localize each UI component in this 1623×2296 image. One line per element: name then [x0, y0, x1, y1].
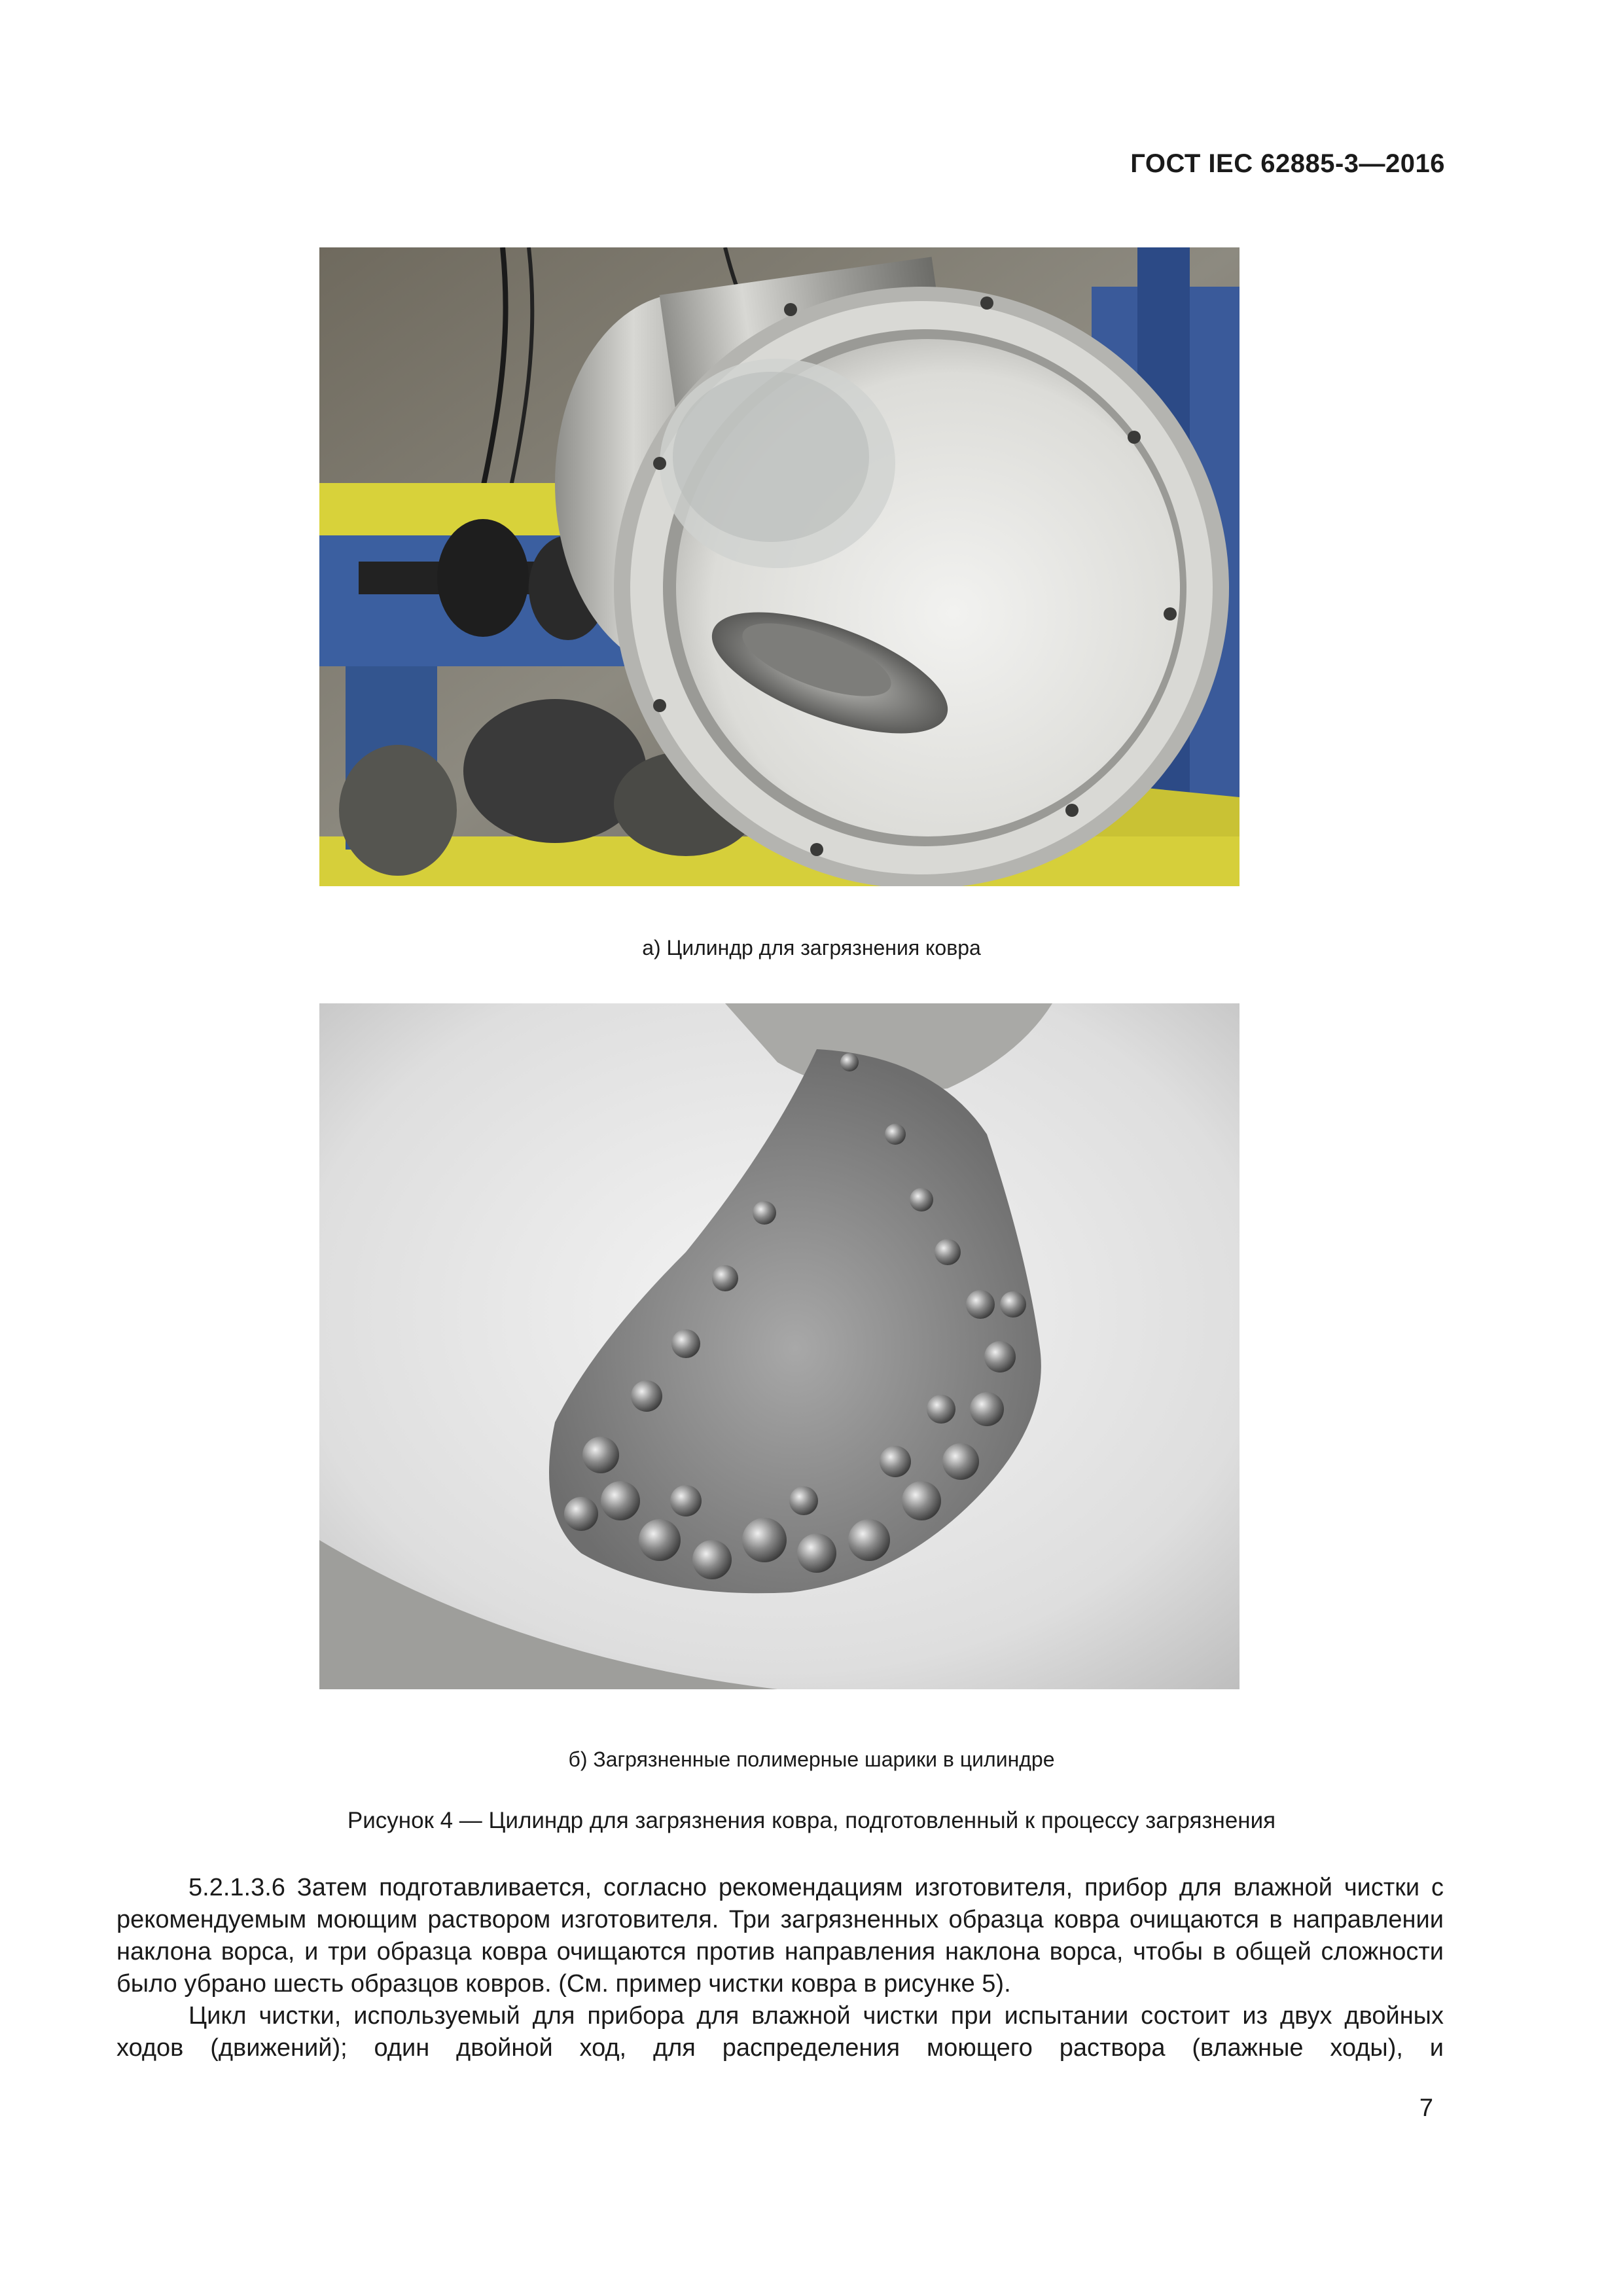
figure-title: Рисунок 4 — Цилиндр для загрязнения ковра, подготовленный к процессу загрязнения [347, 1808, 1276, 1833]
photo-soiled-polymer-balls [319, 1003, 1240, 1689]
caption-photo-a: а) Цилиндр для загрязнения ковра [642, 936, 981, 960]
standard-code-header: ГОСТ IEC 62885-3—2016 [1130, 149, 1445, 178]
photo-soiling-cylinder [319, 247, 1240, 886]
page-number: 7 [1419, 2094, 1433, 2122]
paragraph-1: 5.2.1.3.6 Затем подготавливается, согласно рекомендациям изготовителя, прибор для влажной чистки с рекомендуемым моющим раствором изготовителя. Три загрязненных образца ковра очищаются в направлении наклона ворса, и три образца ковра очищаются против направления наклона ворса, чтобы в общей сложности было убрано шесть образцов ковров. (См. пример чистки ковра в рисунке 5). [116, 1874, 1444, 1998]
body-text [116, 1872, 1444, 2064]
caption-photo-b: б) Загрязненные полимерные шарики в цилиндре [568, 1748, 1055, 1771]
paragraph-2: Цикл чистки, используемый для прибора для влажной чистки при испытании состоит из двух двойных ходов (движений); один двойной ход, для распределения моющего раствора (влажные ходы), и [116, 2002, 1444, 2062]
